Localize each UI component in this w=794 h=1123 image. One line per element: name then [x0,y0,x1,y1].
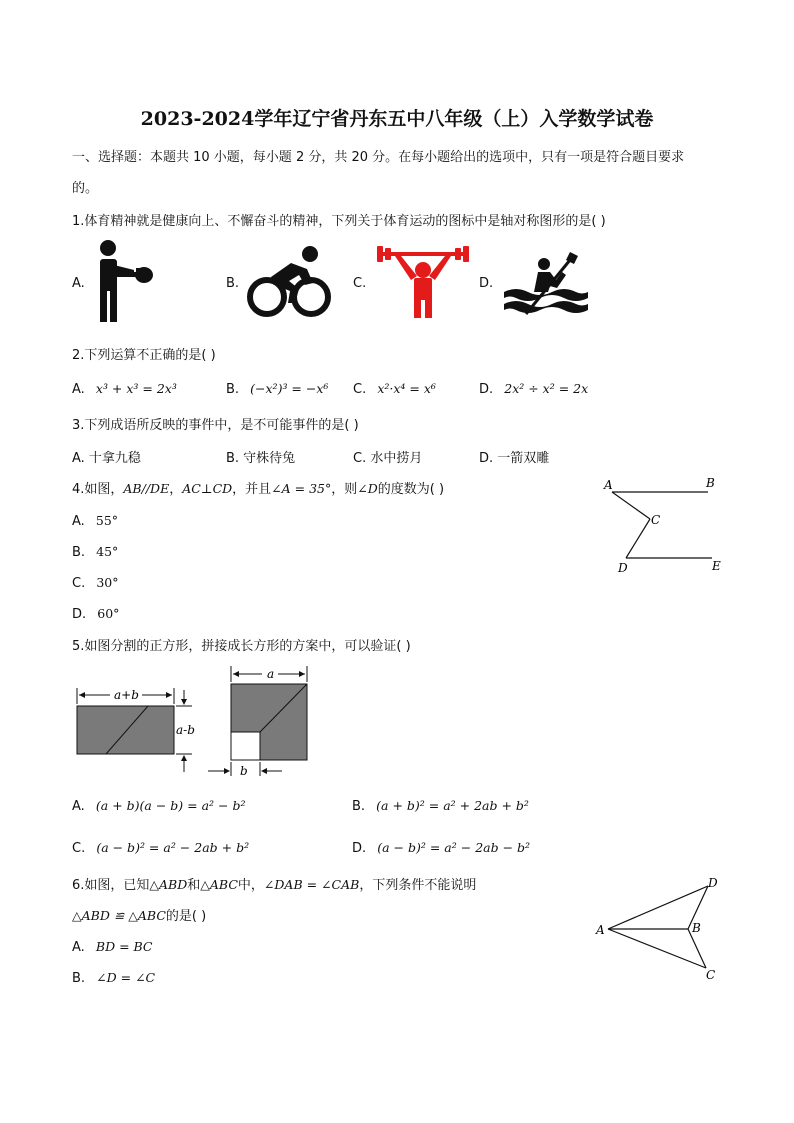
q5-option-b-expr: (a + b)² = a² + 2ab + b² [376,798,529,813]
q1-option-c-label[interactable]: C. [353,276,367,291]
q2-option-b[interactable] [226,378,328,397]
q1-option-d-label[interactable]: D. [479,276,494,291]
q4-condition-angle: ∠A = 35° [271,481,332,496]
q3-option-b[interactable]: B. 守株待兔 [226,451,296,466]
q2-option-c-label: C. [353,382,367,397]
q4-option-c[interactable] [72,572,118,591]
q3-stem: 3.下列成语所反映的事件中，是不可能事件的是( ) [72,418,359,433]
q4-condition-perpendicular: AC⊥CD [182,481,233,496]
q2-option-a-expr: x³ + x³ = 2x³ [95,381,177,396]
q5-option-d-expr: (a − b)² = a² − 2ab − b² [377,840,531,855]
q6-stem-line2 [72,905,206,924]
q2-option-b-expr: (−x²)³ = −x⁶ [250,381,329,396]
q6-option-b-label: B. [72,971,86,986]
q4-condition-parallel: AB//DE [123,481,170,496]
q6-stem [72,874,476,893]
q2-option-a[interactable] [72,378,177,397]
q4-option-d[interactable] [72,603,119,622]
q4-option-c-value: 30° [96,575,119,590]
q5-option-c-label: C. [72,841,86,856]
q6-option-a-label: A. [72,940,85,955]
q5-figure [70,662,320,780]
q2-option-d-label: D. [479,382,494,397]
q5-option-b[interactable] [352,795,529,814]
q6-mid: 中， [237,878,264,893]
q6-triangle-abc: △ABC [200,877,238,892]
cycling-icon [245,245,333,319]
q1-option-a-label[interactable]: A. [72,276,85,291]
q4-option-b-value: 45° [96,544,119,559]
q5-option-a-label: A. [72,799,85,814]
q4-option-d-value: 60° [97,606,120,621]
q5-option-a[interactable] [72,795,245,814]
section-instruction-line2: 的。 [72,181,99,196]
q5-label-right-bottom: b [240,764,248,778]
q4-figure [598,474,728,578]
q4-target-angle: ∠D [357,481,378,496]
q5-option-a-expr: (a + b)(a − b) = a² − b² [95,798,246,813]
q4-stem-suffix: 的度数为( ) [377,482,445,497]
q4-option-a-label: A. [72,514,85,529]
q4-stem [72,478,444,497]
q5-option-b-label: B. [352,799,366,814]
q6-option-b-expr: ∠D = ∠C [96,970,156,985]
q6-stem-suffix: ，下列条件不能说明 [359,878,477,893]
q4-separator-1: ， [169,482,183,497]
q2-stem: 2.下列运算不正确的是( ) [72,348,216,363]
q5-option-d-label: D. [352,841,367,856]
q4-separator-2: ，并且 [232,482,272,497]
weightlifting-icon [375,244,471,320]
q6-option-a[interactable] [72,936,153,955]
q6-figure [592,872,726,984]
q3-option-a[interactable]: A. 十拿九稳 [72,451,141,466]
q2-option-c[interactable] [353,378,436,397]
q2-option-b-label: B. [226,382,240,397]
q4-point-a: A [604,478,613,492]
q1-option-b-label[interactable]: B. [226,276,240,291]
q6-condition: ∠DAB = ∠CAB [263,877,360,892]
q2-option-d[interactable] [479,378,588,397]
q2-option-d-expr: 2x² ÷ x² = 2x [504,381,589,396]
q5-stem: 5.如图分割的正方形，拼接成长方形的方案中，可以验证( ) [72,639,411,654]
q4-option-c-label: C. [72,576,86,591]
q6-point-a: A [596,923,605,937]
q6-point-d: D [708,876,718,890]
q4-option-d-label: D. [72,607,87,622]
q6-and: 和 [187,878,201,893]
q2-option-a-label: A. [72,382,85,397]
q3-option-d[interactable]: D. 一箭双雕 [479,451,550,466]
q3-option-c[interactable]: C. 水中捞月 [353,451,423,466]
q6-triangle-abd: △ABD [149,877,188,892]
q4-separator-3: ，则 [331,482,358,497]
page-title: 2023-2024学年辽宁省丹东五中八年级（上）入学数学试卷 [140,108,654,130]
q5-option-c[interactable] [72,837,249,856]
boxing-icon [88,238,160,324]
section-instruction-line1: 一、选择题：本题共 10 小题，每小题 2 分，共 20 分。在每小题给出的选项中，只有一项是符合题目要求 [72,150,685,165]
q6-stem-prefix: 6.如图，已知 [72,878,150,893]
q2-option-c-expr: x²·x⁴ = x⁶ [377,381,436,396]
q5-label-right-width: a [267,667,275,681]
q6-stem-line2-suffix: 的是( ) [165,909,207,924]
q5-option-d[interactable] [352,837,530,856]
q4-point-c: C [651,513,661,527]
q4-option-a-value: 55° [95,513,119,528]
kayaking-icon [500,250,590,316]
q4-option-b[interactable] [72,541,118,560]
q6-point-b: B [692,921,701,935]
q4-point-e: E [712,559,721,573]
q6-option-b[interactable] [72,967,155,986]
q6-congruence-expr: △ABD ≌ △ABC [72,908,166,923]
q5-label-left-width: a+b [114,688,139,702]
q1-stem: 1.体育精神就是健康向上、不懈奋斗的精神，下列关于体育运动的图标中是轴对称图形的是( ) [72,214,606,229]
q4-point-b: B [706,476,715,490]
q4-point-d: D [618,561,628,575]
q4-stem-prefix: 4.如图， [72,482,124,497]
q5-label-left-height: a-b [176,723,195,737]
q5-option-c-expr: (a − b)² = a² − 2ab + b² [96,840,250,855]
q6-option-a-expr: BD = BC [95,939,153,954]
q4-option-b-label: B. [72,545,86,560]
q6-point-c: C [706,968,716,982]
q4-option-a[interactable] [72,510,118,529]
